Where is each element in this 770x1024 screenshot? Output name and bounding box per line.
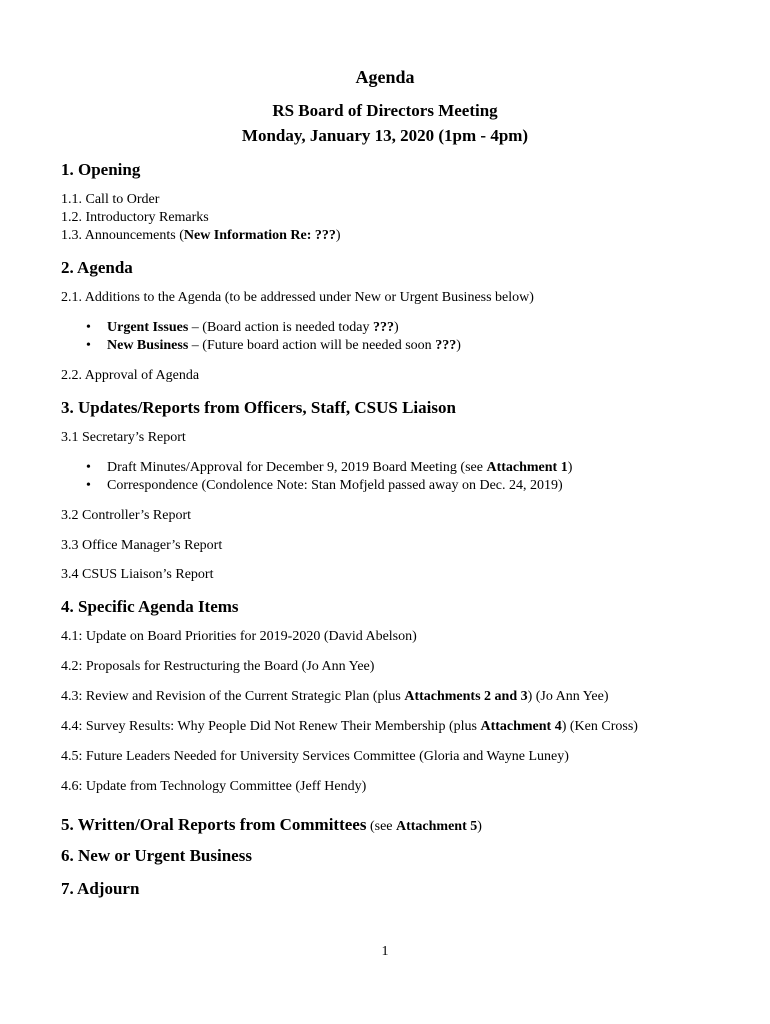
item-4-1: 4.1: Update on Board Priorities for 2019-2020 (David Abelson) — [61, 629, 417, 644]
bullet-close: ) — [567, 460, 573, 475]
bullet-question: ??? — [372, 320, 394, 335]
item-1-2: 1.2. Introductory Remarks — [61, 210, 209, 225]
bullet-text: – (Future board action will be needed soon — [188, 338, 436, 353]
bullet-correspondence — [86, 477, 563, 494]
bullet-icon: • — [86, 338, 91, 353]
section-5-title: 5. Written/Oral Reports from Committees — [61, 815, 367, 834]
bullet-icon: • — [86, 460, 91, 475]
item-3-4: 3.4 CSUS Liaison’s Report — [61, 567, 214, 582]
meeting-name: RS Board of Directors Meeting — [272, 101, 498, 120]
section-6-heading: 6. New or Urgent Business — [61, 846, 252, 865]
item-4-3-text: 4.3: Review and Revision of the Current Strategic Plan (plus — [61, 689, 405, 704]
item-4-4-text: 4.4: Survey Results: Why People Did Not Renew Their Membership (plus — [61, 719, 481, 734]
item-4-6: 4.6: Update from Technology Committee (Jeff Hendy) — [61, 779, 367, 794]
item-1-3-text: 1.3. Announcements ( — [61, 228, 184, 243]
item-1-3-close: ) — [335, 228, 341, 243]
bullet-urgent-issues — [86, 319, 399, 336]
document-title: Agenda — [355, 67, 415, 87]
item-2-2: 2.2. Approval of Agenda — [61, 368, 200, 383]
meeting-date: Monday, January 13, 2020 (1pm - 4pm) — [241, 126, 529, 145]
item-1-1: 1.1. Call to Order — [61, 192, 160, 207]
bullet-bold: Urgent Issues — [107, 320, 189, 335]
bullet-icon: • — [86, 478, 91, 493]
bullet-text: Correspondence (Condolence Note: Stan Mofjeld passed away on Dec. 24, 2019) — [107, 478, 563, 493]
bullet-close: ) — [393, 320, 399, 335]
item-4-2: 4.2: Proposals for Restructuring the Board (Jo Ann Yee) — [61, 659, 375, 674]
page-number: 1 — [381, 944, 389, 959]
item-1-3-bold: New Information Re: ??? — [183, 228, 336, 243]
section-7-heading: 7. Adjourn — [61, 879, 140, 898]
bullet-close: ) — [456, 338, 461, 353]
bullet-bold: New Business — [107, 338, 189, 353]
section-4-heading: 4. Specific Agenda Items — [61, 597, 239, 616]
section-5-attachment: Attachment 5 — [396, 819, 478, 834]
item-4-4 — [61, 718, 638, 735]
item-4-4-bold: Attachment 4 — [480, 719, 562, 734]
item-4-4-close: ) (Ken Cross) — [561, 719, 638, 734]
bullet-draft-minutes — [86, 459, 572, 476]
item-4-3-bold: Attachments 2 and 3 — [404, 689, 528, 704]
item-4-3 — [61, 688, 609, 705]
bullet-question: ??? — [435, 338, 457, 353]
section-5-note: (see — [366, 819, 396, 834]
bullet-text: Draft Minutes/Approval for December 9, 2019 Board Meeting (see — [107, 460, 487, 475]
section-5-heading — [61, 814, 482, 837]
bullet-icon: • — [86, 320, 91, 335]
section-3-heading: 3. Updates/Reports from Officers, Staff, CSUS Liaison — [61, 398, 456, 417]
item-4-3-close: ) (Jo Ann Yee) — [527, 689, 609, 704]
item-2-1: 2.1. Additions to the Agenda (to be addressed under New or Urgent Business below) — [61, 290, 534, 305]
section-2-heading: 2. Agenda — [61, 258, 133, 277]
section-1-heading: 1. Opening — [61, 160, 141, 179]
item-3-3: 3.3 Office Manager’s Report — [61, 538, 223, 553]
item-3-2: 3.2 Controller’s Report — [61, 508, 192, 523]
bullet-bold: Attachment 1 — [486, 460, 568, 475]
item-1-3 — [61, 227, 341, 244]
bullet-new-business — [86, 337, 461, 354]
section-5-close: ) — [477, 819, 482, 834]
bullet-text: – (Board action is needed today — [188, 320, 373, 335]
item-3-1: 3.1 Secretary’s Report — [61, 430, 186, 445]
item-4-5: 4.5: Future Leaders Needed for University Services Committee (Gloria and Wayne Luney) — [61, 749, 569, 764]
